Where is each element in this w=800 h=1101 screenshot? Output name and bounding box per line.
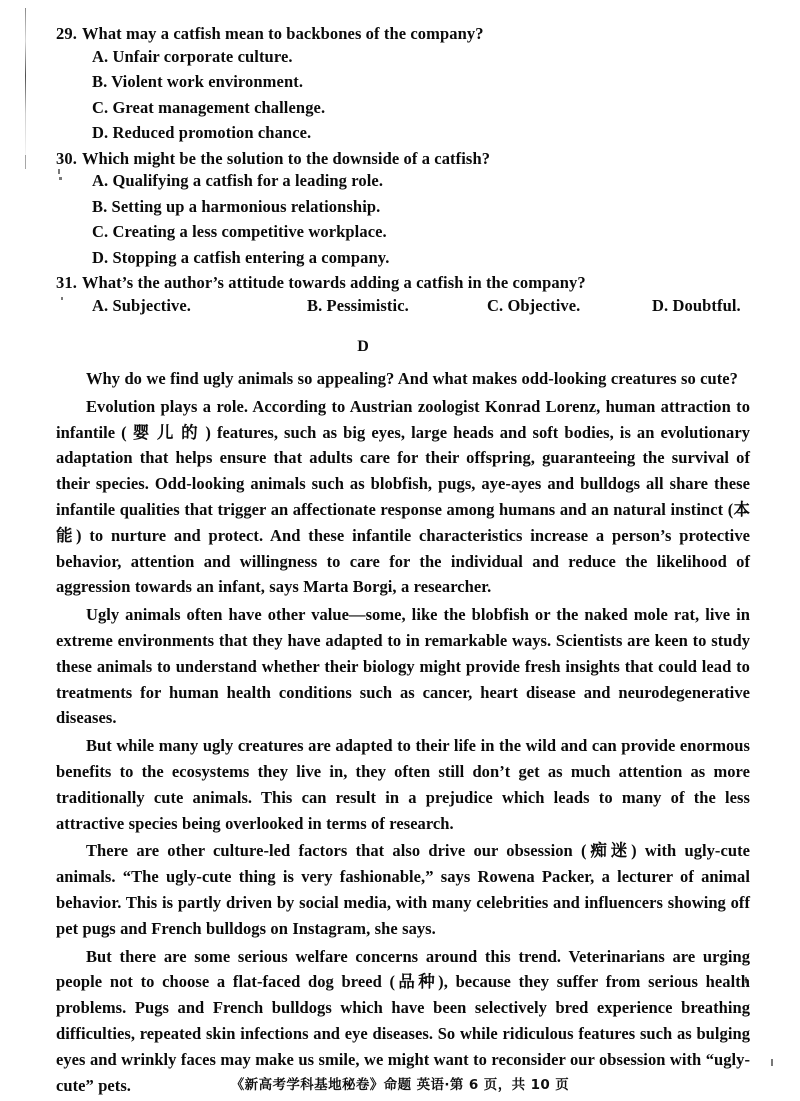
passage-paragraph-4: But while many ugly creatures are adapted to their life in the wild and can provide enormous benefits to the ecosystems they live in, they often still don’t get as much attention as more traditionally cute animals. This can result in a prejudice which leads to many of the less attractive species being overlooked in terms of research. xyxy=(56,736,750,833)
scan-artifact-line-secondary xyxy=(25,155,26,169)
question-stem-30 xyxy=(56,148,750,168)
question-stem-31 xyxy=(56,275,750,292)
option-30-c[interactable]: C. Creating a less competitive workplace. xyxy=(92,222,387,241)
passage-paragraph-2: Evolution plays a role. According to Austrian zoologist Konrad Lorenz, human attraction to infantile ( 婴 儿 的 ) features, such as big eyes, large heads and soft bodies, is an evolutionary adaptation that helps ensure that adults care for their offspring, guaranteeing the survival of their species. Odd-looking animals such as blobfish, pugs, aye-ayes and bulldogs all share these infantile qualities that trigger an affectionate response among humans and an natural instinct (本能) to nurture and protect. And these infantile characteristics increase a person’s protective behavior, attention and willingness to care for the individual and reduce the likelihood of aggression towards an infant, says Marta Borgi, a researcher. xyxy=(56,396,750,597)
option-31-b[interactable]: B. Pessimistic. xyxy=(307,295,409,315)
page-content xyxy=(56,26,750,1098)
question-number-30: 30. xyxy=(56,148,77,168)
option-list-31 xyxy=(56,295,750,315)
question-block-30 xyxy=(56,148,750,267)
question-block-31 xyxy=(56,275,750,314)
option-list-30 xyxy=(56,173,750,266)
question-text-29: What may a catfish mean to backbones of the company? xyxy=(81,24,484,43)
option-list-29 xyxy=(56,46,750,142)
option-30-d[interactable]: D. Stopping a catfish entering a company. xyxy=(92,247,390,267)
option-31-c[interactable]: C. Objective. xyxy=(487,295,581,315)
option-29-c[interactable]: C. Great management challenge. xyxy=(92,97,326,117)
passage-section-letter: D xyxy=(357,338,369,355)
option-29-d[interactable]: D. Reduced promotion chance. xyxy=(92,123,312,142)
passage-paragraph-6: But there are some serious welfare concerns around this trend. Veterinarians are urging people not to choose a flat-faced dog breed (品种), because they suffer from serious health problems. Pugs and French bulldogs which have been selectively bred experience breathing difficulties, repeated skin infections and eye diseases. So while ridiculous features such as bulging eyes and wrinkly faces may make us smile, we might want to reconsider our obsession with “ugly-cute” pets. xyxy=(56,946,750,1095)
option-30-a[interactable]: A. Qualifying a catfish for a leading role. xyxy=(92,171,384,190)
option-29-b[interactable]: B. Violent work environment. xyxy=(92,72,304,91)
option-31-a[interactable]: A. Subjective. xyxy=(92,295,192,315)
question-block-29 xyxy=(56,26,750,142)
passage-paragraph-5: There are other culture-led factors that also drive our obsession (痴迷) with ugly-cute animals. “The ugly-cute thing is very fashionable,” says Rowena Packer, a lecturer of animal behavior. This is partly driven by social media, with many celebrities and influencers showing off pet pugs and French bulldogs on Instagram, she says. xyxy=(56,841,750,938)
passage-paragraph-3: Ugly animals often have other value—some, like the blobfish or the naked mole rat, live in extreme environments that they have adapted to in remarkable ways. Scientists are keen to study these animals to understand whether their biology might provide fresh insights that could lead to treatments for human health conditions such as cancer, heart disease and neurodegenerative diseases. xyxy=(56,605,750,728)
option-31-d[interactable]: D. Doubtful. xyxy=(652,295,741,315)
passage-paragraph-1: Why do we find ugly animals so appealing? And what makes odd-looking creatures so cute? xyxy=(86,369,738,388)
page-footer: 《新高考学科基地秘卷》命题 英语·第 6 页，共 10 页 xyxy=(230,1077,570,1093)
question-stem-29 xyxy=(56,26,750,43)
scan-speck xyxy=(771,1059,773,1066)
question-text-30: Which might be the solution to the downside of a catfish? xyxy=(81,148,491,168)
question-number-31: 31. xyxy=(56,273,77,292)
option-30-b[interactable]: B. Setting up a harmonious relationship. xyxy=(92,196,381,216)
option-29-a[interactable]: A. Unfair corporate culture. xyxy=(92,46,293,66)
scan-artifact-line xyxy=(25,8,26,158)
question-text-31: What’s the author’s attitude towards adding a catfish in the company? xyxy=(81,273,586,292)
passage-body xyxy=(56,366,750,1098)
question-number-29: 29. xyxy=(56,24,77,43)
